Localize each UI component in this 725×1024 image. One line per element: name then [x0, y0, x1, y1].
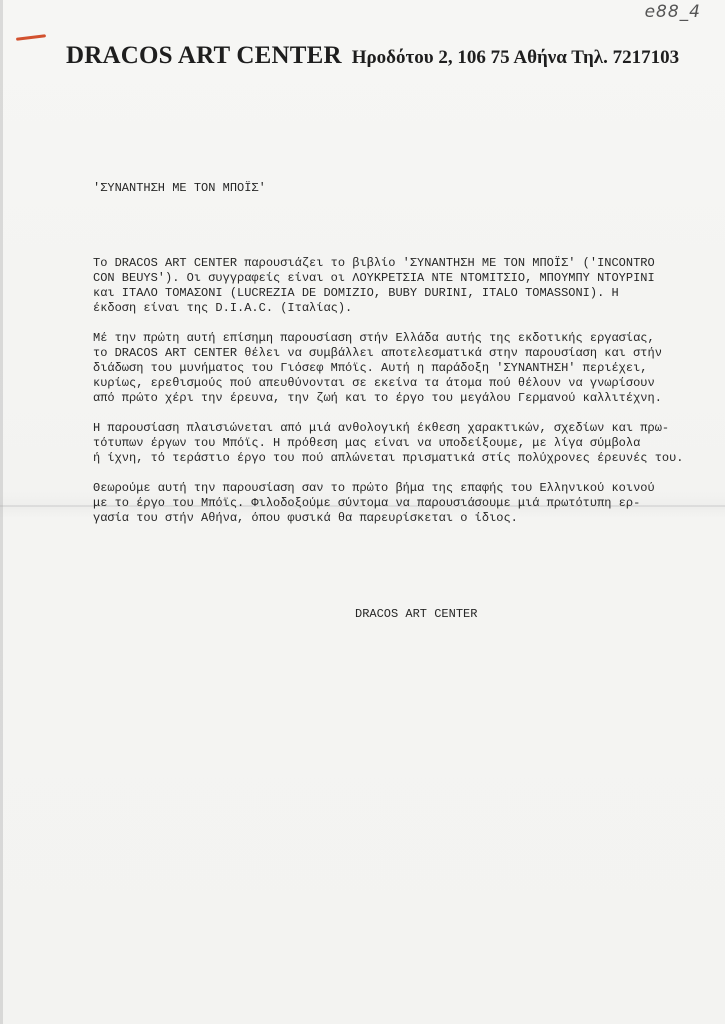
paragraph-4 — [93, 481, 683, 526]
text-line: γασία του στήν Αθήνα, όπου φυσικά θα παρευρίσκεται ο ίδιος. — [93, 511, 518, 525]
letterhead — [66, 42, 686, 70]
text-line: διάδωση του μυνήματος του Γιόσεφ Μπόϊς. Αυτή η παράδοξη 'ΣΥΝΑΝΤΗΣΗ' περιέχει, — [93, 361, 648, 375]
signature: DRACOS ART CENTER — [355, 607, 478, 621]
text-line: με το έργο του Μπόϊς. Φιλοδοξούμε σύντομα να παρουσιάσουμε μιά πρωτότυπη ερ- — [93, 496, 641, 510]
text-line: και ΙΤΑΛΟ ΤΟΜΑΣΟΝΙ (LUCREZIA DE DOMIZIO, BUBY DURINI, ITALO TOMASSONI). Η — [93, 286, 619, 300]
text-line: Μέ την πρώτη αυτή επίσημη παρουσίαση στήν Ελλάδα αυτής της εκδοτικής εργασίας, — [93, 331, 655, 345]
text-line: Θεωρούμε αυτή την παρουσίαση σαν το πρώτο βήμα της επαφής του Ελληνικού κοινού — [93, 481, 655, 495]
document-title: 'ΣΥΝΑΝΤΗΣΗ ΜΕ ΤΟΝ ΜΠΟΪΣ' — [93, 181, 266, 195]
text-line: από πρώτο χέρι την έρευνα, την ζωή και το έργο του μεγάλου Γερμανού καλλιτέχνη. — [93, 391, 662, 405]
text-line: έκδοση είναι της D.I.A.C. (Ιταλίας). — [93, 301, 353, 315]
text-line: το DRACOS ART CENTER θέλει να συμβάλλει αποτελεσματικά στην παρουσίαση και στήν — [93, 346, 662, 360]
letterhead-name: DRACOS ART CENTER — [66, 42, 342, 69]
handwritten-reference-mark: e88_4 — [644, 2, 701, 22]
letterhead-address: Ηροδότου 2, 106 75 Αθήνα Τηλ. 7217103 — [351, 47, 680, 68]
letter-body — [93, 256, 683, 541]
text-line: ή ίχνη, τό τεράστιο έργο του πού απλώνεται πρισματικά στίς πολύχρονες έρευνές του. — [93, 451, 684, 465]
text-line: κυρίως, ερεθισμούς πού απευθύνονται σε εκείνα τα άτομα πού θέλουν να γνωρίσουν — [93, 376, 655, 390]
text-line: Η παρουσίαση πλαισιώνεται από μιά ανθολογική έκθεση χαρακτικών, σχεδίων και πρω- — [93, 421, 670, 435]
red-pen-mark — [16, 34, 46, 41]
paragraph-2 — [93, 331, 683, 406]
page-edge — [0, 0, 3, 1024]
paragraph-3 — [93, 421, 683, 466]
text-line: CON BEUYS'). Οι συγγραφείς είναι οι ΛΟΥΚΡΕΤΣΙΑ ΝΤΕ ΝΤΟΜΙΤΣΙΟ, ΜΠΟΥΜΠΥ ΝΤΟΥΡΙΝΙ — [93, 271, 655, 285]
text-line: Το DRACOS ART CENTER παρουσιάζει το βιβλίο 'ΣΥΝΑΝΤΗΣΗ ΜΕ ΤΟΝ ΜΠΟΪΣ' ('INCONTRO — [93, 256, 655, 270]
text-line: τότυπων έργων του Μπόϊς. Η πρόθεση μας είναι να υποδείξουμε, με λίγα σύμβολα — [93, 436, 641, 450]
paragraph-1 — [93, 256, 683, 316]
